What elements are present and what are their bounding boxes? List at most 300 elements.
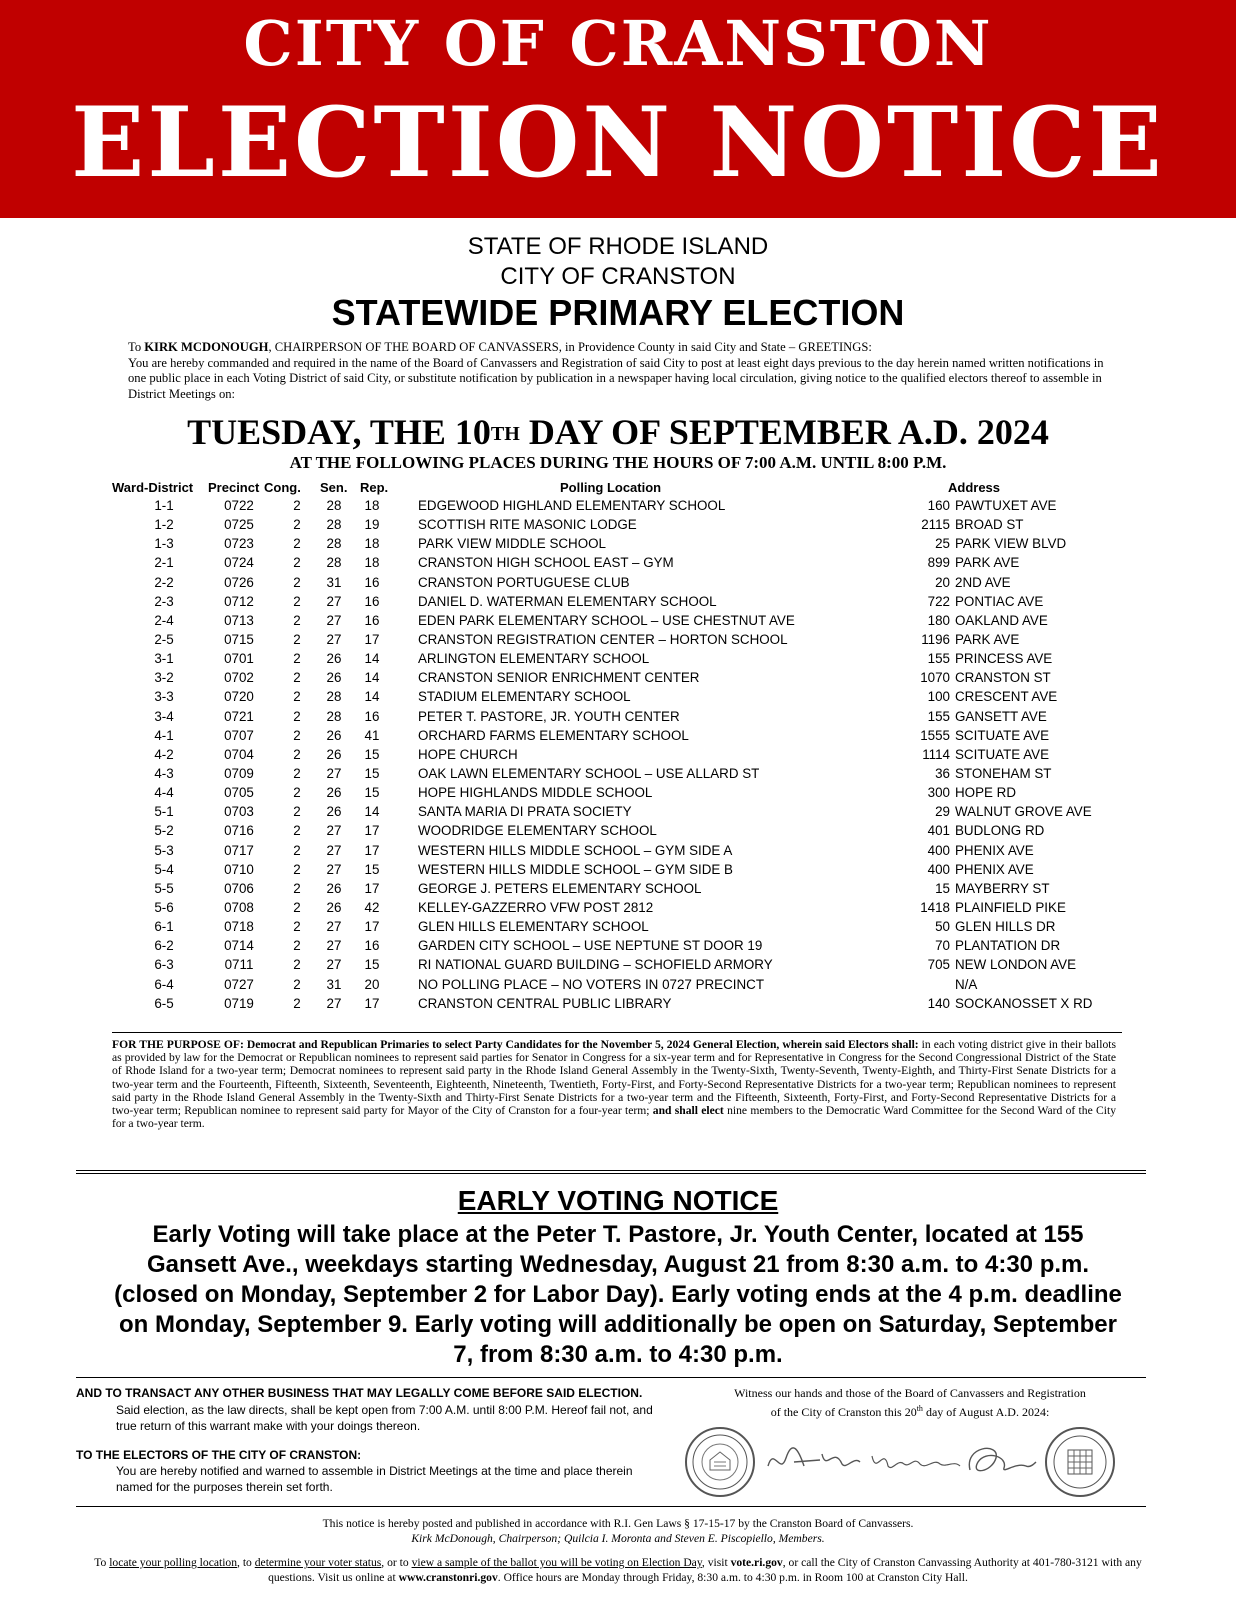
precinct-cell: 0702	[224, 670, 254, 686]
rep-cell: 20	[364, 976, 380, 992]
location-cell: HOPE HIGHLANDS MIDDLE SCHOOL	[418, 785, 653, 801]
footer-divider	[76, 1506, 1146, 1507]
polling-table	[0, 480, 1236, 1013]
sen-cell: 26	[326, 746, 342, 762]
address-cell	[900, 573, 1100, 592]
location-cell: ORCHARD FARMS ELEMENTARY SCHOOL	[418, 727, 689, 743]
cong-cell: 2	[293, 746, 301, 762]
table-row	[0, 764, 1236, 783]
posted-line1: This notice is hereby posted and published in accordance with R.I. Gen Laws § 17-15-17 by the Cranston Board of Canvassers.	[322, 1517, 914, 1530]
address-street: PLAINFIELD PIKE	[955, 899, 1066, 915]
transact-heading: AND TO TRANSACT ANY OTHER BUSINESS THAT MAY LEGALLY COME BEFORE SAID ELECTION.	[76, 1386, 643, 1400]
rep-cell: 17	[364, 823, 380, 839]
precinct-cell: 0714	[224, 938, 254, 954]
sen-cell: 27	[326, 631, 342, 647]
rep-cell: 16	[364, 574, 380, 590]
table-row	[0, 879, 1236, 898]
section-divider-top-2	[76, 1173, 1146, 1174]
table-row	[0, 975, 1236, 994]
ward-cell: 5-1	[154, 804, 174, 820]
early-voting-title: EARLY VOTING NOTICE	[457, 1185, 779, 1216]
precinct-cell: 0704	[224, 746, 254, 762]
cong-cell: 2	[293, 842, 301, 858]
rep-cell: 16	[364, 593, 380, 609]
location-cell: HOPE CHURCH	[418, 746, 518, 762]
cong-cell: 2	[293, 765, 301, 781]
address-cell	[900, 592, 1100, 611]
address-cell	[900, 975, 1100, 994]
address-number: 1196	[921, 631, 950, 647]
address-number: 300	[927, 785, 950, 801]
address-cell	[900, 534, 1100, 553]
intro-body: You are hereby commanded and required in the name of the Board of Canvassers and Registration of said City to post at least eight days previous to the day herein named written notifications in one public place in each Voting District of said City, or substitute notification by publication in a newspaper having local circulation, giving notice to the qualified electors thereof to assemble in District Meetings on:	[128, 355, 1104, 401]
address-street: HOPE RD	[955, 785, 1017, 801]
location-cell: SCOTTISH RITE MASONIC LODGE	[418, 517, 637, 533]
cong-cell: 2	[293, 861, 301, 877]
footer-sep2: , or to	[381, 1556, 412, 1569]
address-number: 70	[935, 938, 950, 954]
ward-cell: 4-3	[154, 765, 174, 781]
cong-cell: 2	[293, 919, 301, 935]
address-cell	[900, 994, 1100, 1013]
table-row	[0, 592, 1236, 611]
address-street: BUDLONG RD	[955, 823, 1045, 839]
table-row	[0, 955, 1236, 974]
address-cell	[900, 841, 1100, 860]
precinct-cell: 0713	[224, 612, 254, 628]
cong-cell: 2	[293, 708, 301, 724]
table-body	[0, 496, 1236, 1013]
rep-cell: 15	[364, 746, 380, 762]
ward-cell: 6-5	[154, 995, 174, 1011]
ward-cell: 6-4	[154, 976, 174, 992]
address-cell	[900, 802, 1100, 821]
precinct-cell: 0722	[224, 498, 254, 513]
address-cell	[900, 649, 1100, 668]
ward-cell: 5-3	[154, 842, 174, 858]
rep-cell: 14	[364, 689, 380, 705]
location-cell: KELLEY-GAZZERRO VFW POST 2812	[418, 899, 654, 915]
address-cell	[900, 879, 1100, 898]
precinct-cell: 0708	[224, 899, 254, 915]
sen-cell: 27	[326, 919, 342, 935]
sen-cell: 31	[326, 574, 342, 590]
sen-cell: 31	[326, 976, 342, 992]
cong-cell: 2	[293, 498, 301, 513]
witness-line3: day of August A.D. 2024:	[922, 1405, 1050, 1419]
address-cell	[900, 687, 1100, 706]
address-cell	[900, 745, 1100, 764]
location-cell: CRANSTON SENIOR ENRICHMENT CENTER	[418, 670, 700, 686]
address-street: N/A	[955, 976, 978, 992]
chairperson-name: KIRK MCDONOUGH	[144, 340, 269, 354]
cranston-site-link[interactable]: www.cranstonri.gov	[398, 1571, 498, 1584]
address-street: STONEHAM ST	[955, 765, 1052, 781]
header-sen: Sen.	[320, 480, 348, 495]
board-of-canvassers-seal-icon	[684, 1426, 756, 1498]
sen-cell: 28	[326, 517, 342, 533]
address-number: 140	[927, 995, 950, 1011]
table-row	[0, 821, 1236, 840]
table-row	[0, 994, 1236, 1013]
address-street: CRANSTON ST	[955, 670, 1051, 686]
precinct-cell: 0715	[224, 631, 254, 647]
address-street: GANSETT AVE	[955, 708, 1047, 724]
address-cell	[900, 821, 1100, 840]
location-cell: RI NATIONAL GUARD BUILDING – SCHOFIELD ARMORY	[418, 957, 773, 973]
header-location: Polling Location	[560, 480, 662, 495]
table-row	[0, 611, 1236, 630]
sen-cell: 28	[326, 498, 342, 513]
address-cell	[900, 726, 1100, 745]
address-number: 1555	[920, 727, 950, 743]
table-row	[0, 573, 1236, 592]
rep-cell: 18	[364, 536, 380, 552]
address-number: 36	[935, 765, 950, 781]
precinct-cell: 0710	[224, 861, 254, 877]
address-cell	[900, 707, 1100, 726]
address-cell	[900, 630, 1100, 649]
ward-cell: 3-1	[154, 651, 174, 667]
ward-cell: 3-4	[154, 708, 174, 724]
address-cell	[900, 898, 1100, 917]
table-row	[0, 553, 1236, 572]
rep-cell: 15	[364, 861, 380, 877]
rep-cell: 17	[364, 880, 380, 896]
table-row	[0, 687, 1236, 706]
table-row	[0, 534, 1236, 553]
address-number: 1070	[920, 670, 950, 686]
purpose-and-elect: and shall elect	[649, 1104, 724, 1118]
location-cell: DANIEL D. WATERMAN ELEMENTARY SCHOOL	[418, 593, 717, 609]
purpose-lead: FOR THE PURPOSE OF: Democrat and Republican Primaries to select Party Candidates for the November 5, 2024 General Election, wherein said Electors shall:	[112, 1038, 919, 1051]
table-row	[0, 898, 1236, 917]
sen-cell: 26	[326, 785, 342, 801]
sen-cell: 27	[326, 957, 342, 973]
location-cell: PARK VIEW MIDDLE SCHOOL	[418, 536, 606, 552]
ward-cell: 2-5	[154, 631, 174, 647]
ward-cell: 1-3	[154, 536, 174, 552]
footer-sep5: . Office hours are Monday through Friday, 8:30 a.m. to 4:30 p.m. in Room 100 at Cranston City Hall.	[497, 1571, 968, 1584]
rep-cell: 16	[364, 708, 380, 724]
footer-to: To	[94, 1556, 110, 1569]
election-date-before: TUESDAY, THE 10	[187, 412, 491, 452]
location-cell: WESTERN HILLS MIDDLE SCHOOL – GYM SIDE B	[418, 861, 733, 877]
table-row	[0, 726, 1236, 745]
address-street: PARK AVE	[955, 631, 1020, 647]
election-date-after: DAY OF SEPTEMBER A.D. 2024	[519, 412, 1049, 452]
address-number: 20	[935, 574, 950, 590]
sen-cell: 26	[326, 899, 342, 915]
rep-cell: 18	[364, 498, 380, 513]
header-ward: Ward-District	[112, 480, 194, 495]
sen-cell: 27	[326, 612, 342, 628]
precinct-cell: 0716	[224, 823, 254, 839]
ward-cell: 6-3	[154, 957, 174, 973]
polling-hours: AT THE FOLLOWING PLACES DURING THE HOURS OF 7:00 A.M. UNTIL 8:00 P.M.	[289, 453, 947, 472]
table-row	[0, 649, 1236, 668]
address-cell	[900, 496, 1100, 515]
rep-cell: 42	[364, 899, 380, 915]
precinct-cell: 0720	[224, 689, 254, 705]
board-members: Kirk McDonough, Chairperson; Quilcia I. Moronta and Steven E. Piscopiello, Members.	[411, 1532, 825, 1545]
address-cell	[900, 955, 1100, 974]
table-row	[0, 668, 1236, 687]
rep-cell: 17	[364, 842, 380, 858]
witness-text	[690, 1386, 1130, 1420]
address-street: PARK VIEW BLVD	[955, 536, 1067, 552]
sen-cell: 26	[326, 727, 342, 743]
rep-cell: 17	[364, 995, 380, 1011]
rep-cell: 17	[364, 919, 380, 935]
table-row	[0, 496, 1236, 515]
cong-cell: 2	[293, 517, 301, 533]
table-row	[0, 630, 1236, 649]
section-divider-top	[76, 1170, 1146, 1171]
location-cell: SANTA MARIA DI PRATA SOCIETY	[418, 804, 632, 820]
address-number: 180	[927, 612, 950, 628]
cong-cell: 2	[293, 804, 301, 820]
address-street: PLANTATION DR	[955, 938, 1061, 954]
sen-cell: 27	[326, 593, 342, 609]
header-precinct: Precinct	[208, 480, 260, 495]
sen-cell: 27	[326, 938, 342, 954]
header-rep: Rep.	[360, 480, 389, 495]
address-number: 155	[927, 651, 950, 667]
rep-cell: 16	[364, 612, 380, 628]
address-street: SCITUATE AVE	[955, 746, 1050, 762]
cong-cell: 2	[293, 536, 301, 552]
precinct-cell: 0706	[224, 880, 254, 896]
location-cell: GLEN HILLS ELEMENTARY SCHOOL	[418, 919, 649, 935]
vote-ri-link[interactable]: vote.ri.gov	[730, 1556, 783, 1569]
address-number: 160	[927, 498, 950, 513]
address-cell	[900, 860, 1100, 879]
location-cell: CRANSTON HIGH SCHOOL EAST – GYM	[418, 555, 674, 571]
rep-cell: 41	[364, 727, 380, 743]
location-cell: OAK LAWN ELEMENTARY SCHOOL – USE ALLARD ST	[418, 765, 760, 781]
address-cell	[900, 783, 1100, 802]
table-row	[0, 917, 1236, 936]
location-cell: CRANSTON REGISTRATION CENTER – HORTON SCHOOL	[418, 631, 788, 647]
precinct-cell: 0703	[224, 804, 254, 820]
header-cong: Cong.	[264, 480, 301, 495]
address-cell	[900, 764, 1100, 783]
address-number: 2115	[921, 517, 950, 533]
address-number: 899	[927, 555, 950, 571]
footer-sep3: , visit	[701, 1556, 731, 1569]
cong-cell: 2	[293, 785, 301, 801]
precinct-cell: 0707	[224, 727, 254, 743]
intro-to: To	[128, 340, 145, 354]
table-row	[0, 707, 1236, 726]
sen-cell: 26	[326, 651, 342, 667]
cong-cell: 2	[293, 727, 301, 743]
address-street: BROAD ST	[955, 517, 1024, 533]
ward-cell: 3-3	[154, 689, 174, 705]
ward-cell: 6-2	[154, 938, 174, 954]
precinct-cell: 0727	[224, 976, 254, 992]
table-row	[0, 745, 1236, 764]
cong-cell: 2	[293, 823, 301, 839]
table-row	[0, 936, 1236, 955]
posted-notice	[0, 1516, 1236, 1546]
witness-sup: th	[916, 1404, 923, 1413]
rep-cell: 18	[364, 555, 380, 571]
footer-sep4: , or call the City of Cranston Canvassing Authority at 401-780-3121 with any questions. Visit us online at	[268, 1556, 1142, 1584]
rep-cell: 15	[364, 785, 380, 801]
precinct-cell: 0701	[224, 651, 254, 667]
address-number: 722	[927, 593, 950, 609]
cong-cell: 2	[293, 995, 301, 1011]
cong-cell: 2	[293, 651, 301, 667]
city-heading: CITY OF CRANSTON	[500, 263, 736, 290]
address-number: 1114	[922, 746, 950, 762]
ward-cell: 4-1	[154, 727, 174, 743]
address-street: 2ND AVE	[955, 574, 1011, 590]
location-cell: ARLINGTON ELEMENTARY SCHOOL	[418, 651, 650, 667]
precinct-cell: 0712	[224, 593, 254, 609]
member-signatures-icon	[764, 1436, 1040, 1486]
cong-cell: 2	[293, 880, 301, 896]
electors-heading: TO THE ELECTORS OF THE CITY OF CRANSTON:	[76, 1448, 362, 1462]
address-street: PRINCESS AVE	[955, 651, 1053, 667]
locate-polling-link[interactable]: locate your polling location	[109, 1556, 238, 1569]
ward-cell: 6-1	[154, 919, 174, 935]
precinct-cell: 0726	[224, 574, 254, 590]
ward-cell: 2-1	[154, 555, 174, 571]
ward-cell: 4-4	[154, 785, 174, 801]
address-street: WALNUT GROVE AVE	[955, 804, 1092, 820]
election-heading: STATEWIDE PRIMARY ELECTION	[331, 292, 905, 333]
address-number: 400	[927, 842, 950, 858]
location-cell: CRANSTON PORTUGUESE CLUB	[418, 574, 630, 590]
location-cell: EDEN PARK ELEMENTARY SCHOOL – USE CHESTNUT AVE	[418, 612, 795, 628]
ward-cell: 2-2	[154, 574, 174, 590]
purpose-paragraph	[112, 1038, 1116, 1130]
sen-cell: 27	[326, 842, 342, 858]
address-cell	[900, 917, 1100, 936]
sen-cell: 28	[326, 689, 342, 705]
precinct-cell: 0711	[224, 957, 254, 973]
location-cell: GEORGE J. PETERS ELEMENTARY SCHOOL	[418, 880, 702, 896]
witness-line1: Witness our hands and those of the Board of Canvassers and Registration	[734, 1386, 1086, 1400]
table-header-row	[0, 480, 1236, 496]
cong-cell: 2	[293, 555, 301, 571]
location-cell: CRANSTON CENTRAL PUBLIC LIBRARY	[418, 995, 672, 1011]
election-date-sup: TH	[490, 423, 520, 445]
ward-cell: 4-2	[154, 746, 174, 762]
sen-cell: 27	[326, 995, 342, 1011]
sen-cell: 27	[326, 861, 342, 877]
address-cell	[900, 515, 1100, 534]
address-number: 401	[927, 823, 950, 839]
cong-cell: 2	[293, 899, 301, 915]
state-heading: STATE OF RHODE ISLAND	[467, 233, 769, 260]
location-cell: WOODRIDGE ELEMENTARY SCHOOL	[418, 823, 657, 839]
address-number: 50	[935, 919, 950, 935]
precinct-cell: 0725	[224, 517, 254, 533]
cong-cell: 2	[293, 976, 301, 992]
ward-cell: 5-2	[154, 823, 174, 839]
address-number: 705	[927, 957, 950, 973]
ward-cell: 3-2	[154, 670, 174, 686]
address-number: 155	[927, 708, 950, 724]
table-divider	[112, 1032, 1122, 1033]
cong-cell: 2	[293, 631, 301, 647]
ward-cell: 5-4	[154, 861, 174, 877]
city-of-cranston-seal-icon	[1044, 1426, 1116, 1498]
sen-cell: 27	[326, 823, 342, 839]
table-row	[0, 841, 1236, 860]
address-street: PARK AVE	[955, 555, 1020, 571]
cong-cell: 2	[293, 670, 301, 686]
address-street: PHENIX AVE	[955, 842, 1034, 858]
address-street: NEW LONDON AVE	[955, 957, 1077, 973]
precinct-cell: 0718	[224, 919, 254, 935]
address-cell	[900, 936, 1100, 955]
header-address: Address	[948, 480, 1001, 495]
intro-paragraph	[128, 340, 1108, 402]
rep-cell: 19	[364, 517, 380, 533]
sen-cell: 27	[326, 765, 342, 781]
address-number: 100	[927, 689, 950, 705]
witness-line2: of the City of Cranston this 20	[770, 1405, 917, 1419]
address-cell	[900, 611, 1100, 630]
banner-city-title: CITY OF CRANSTON	[243, 7, 993, 80]
rep-cell: 17	[364, 631, 380, 647]
address-number: 29	[935, 804, 950, 820]
table-row	[0, 515, 1236, 534]
location-cell: PETER T. PASTORE, JR. YOUTH CENTER	[418, 708, 680, 724]
purpose-tail: nine members to the Democratic Ward Committee for the Second Ward of the City for a two-year term.	[112, 1104, 1116, 1131]
address-street: GLEN HILLS DR	[955, 919, 1056, 935]
location-cell: WESTERN HILLS MIDDLE SCHOOL – GYM SIDE A	[418, 842, 733, 858]
banner-notice-title: ELECTION NOTICE	[71, 86, 1165, 199]
address-number: 15	[935, 880, 950, 896]
location-cell: EDGEWOOD HIGHLAND ELEMENTARY SCHOOL	[418, 498, 726, 513]
section-divider-bottom	[76, 1377, 1146, 1378]
early-voting-body: Early Voting will take place at the Peter T. Pastore, Jr. Youth Center, located at 155 Gansett Ave., weekdays starting Wednesday, August 21 from 8:30 a.m. to 4:30 p.m. (closed on Monday, September 2 for Labor Day). Early voting ends at the 4 p.m. deadline on Monday, September 9. Early voting will additionally be open on Saturday, September 7, from 8:30 a.m. to 4:30 p.m.	[114, 1221, 1122, 1368]
intro-greeting: , CHAIRPERSON OF THE BOARD OF CANVASSERS, in Providence County in said City and State – GREETINGS:	[268, 340, 872, 354]
sen-cell: 26	[326, 880, 342, 896]
cong-cell: 2	[293, 612, 301, 628]
location-cell: NO POLLING PLACE – NO VOTERS IN 0727 PRECINCT	[418, 976, 765, 992]
purpose-body: in each voting district give in their ballots as provided by law for the Democrat or Republican nominees to represent said parties for Senator in Congress for a six-year term and for Representative in Congress for the Second Congressional District of the State of Rhode Island for a two-year term; Democrat nominees to represent said party in the Rhode Island General Assembly in the Twenty-Sixth, Twenty-Seventh, Twenty-Eighth, and Thirty-First Senate Districts for a two-year term and the Fourteenth, Fifteenth, Sixteenth, Seventeenth, Eighteenth, Nineteenth, Twentieth, Forty-First, and Forty-Second Representative Districts for a two-year term; Republican nominees to represent said party in the Rhode Island General Assembly in the Twenty-Sixth and Thirty-First Senate Districts for a two-year term and the Fifteenth, Sixteenth, Forty-First, and Forty-Second Representative Districts for a two-year term; Republican nominee to represent said party for Mayor of the City of Cranston for a four-year term;	[112, 1038, 1116, 1118]
address-cell	[900, 553, 1100, 572]
election-date	[0, 410, 1236, 454]
ward-cell: 1-2	[154, 517, 174, 533]
ward-cell: 2-4	[154, 612, 174, 628]
table-row	[0, 860, 1236, 879]
address-street: SOCKANOSSET X RD	[955, 995, 1093, 1011]
cong-cell: 2	[293, 689, 301, 705]
precinct-cell: 0717	[224, 842, 254, 858]
precinct-cell: 0709	[224, 765, 254, 781]
precinct-cell: 0721	[224, 708, 254, 724]
precinct-cell: 0723	[224, 536, 254, 552]
ward-cell: 5-6	[154, 899, 174, 915]
sen-cell: 26	[326, 670, 342, 686]
precinct-cell: 0719	[224, 995, 254, 1011]
location-cell: GARDEN CITY SCHOOL – USE NEPTUNE ST DOOR 19	[418, 938, 763, 954]
law-directs-text: Said election, as the law directs, shall be kept open from 7:00 A.M. until 8:00 P.M. Hereof fail not, and true return of this warrant make with your doings thereon.	[116, 1403, 653, 1433]
rep-cell: 14	[364, 651, 380, 667]
voter-status-link[interactable]: determine your voter status	[254, 1556, 382, 1569]
precinct-cell: 0724	[224, 555, 254, 571]
sample-ballot-link[interactable]: view a sample of the ballot you will be voting on Election Day	[411, 1556, 702, 1569]
table-row	[0, 783, 1236, 802]
